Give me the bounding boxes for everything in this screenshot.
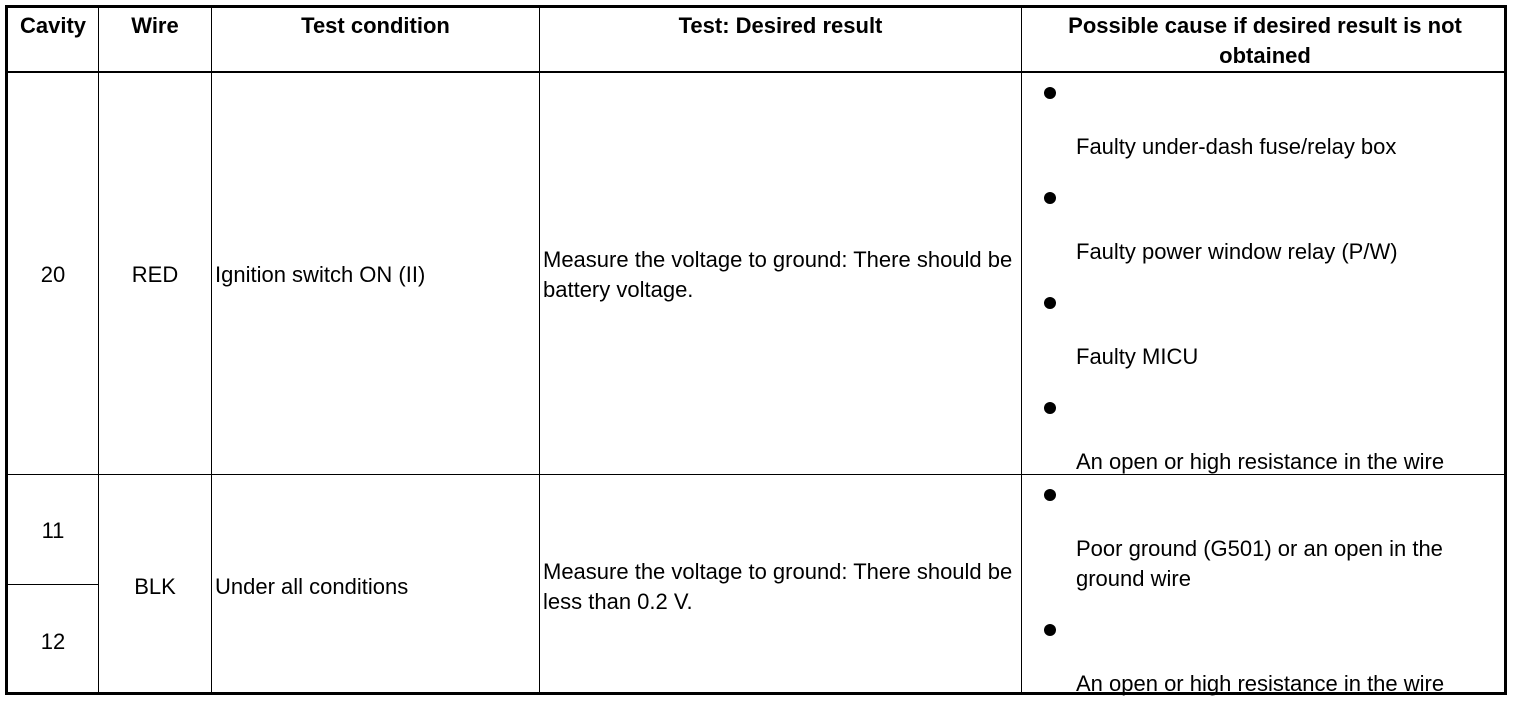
wire-color: RED [131,262,179,287]
desired-result: Measure the voltage to ground: There should be less than 0.2 V. [543,559,1013,614]
desired-result: Measure the voltage to ground: There should be battery voltage. [543,247,1013,302]
header-cavity: Cavity [19,13,87,38]
possible-cause: An open or high resistance in the wire [1076,449,1445,474]
bullet-icon [1044,192,1056,204]
possible-cause: Faulty power window relay (P/W) [1076,239,1398,264]
bullet-icon [1044,489,1056,501]
header-divider [5,71,1507,73]
bullet-icon [1044,87,1056,99]
header-test-condition: Test condition [301,13,450,38]
bullet-icon [1044,297,1056,309]
column-divider [539,5,540,695]
header-wire: Wire [131,13,179,38]
bullet-icon [1044,402,1056,414]
cavity-split-divider [5,584,99,585]
column-divider [211,5,212,695]
wire-color: BLK [134,574,176,599]
header-possible-cause: Possible cause if desired result is not obtained [1068,13,1462,68]
cavity-value: 11 [41,518,65,543]
possible-cause: Poor ground (G501) or an open in the ground wire [1076,536,1443,591]
possible-cause: Faulty under-dash fuse/relay box [1076,134,1397,159]
column-divider [1021,5,1022,695]
cavity-value: 20 [40,262,66,287]
possible-cause: Faulty MICU [1076,344,1199,369]
bullet-icon [1044,624,1056,636]
cavity-value: 12 [40,629,66,654]
test-condition: Under all conditions [215,574,409,599]
header-desired-result: Test: Desired result [678,13,883,38]
possible-cause: An open or high resistance in the wire [1076,671,1445,696]
test-condition: Ignition switch ON (II) [215,262,426,287]
